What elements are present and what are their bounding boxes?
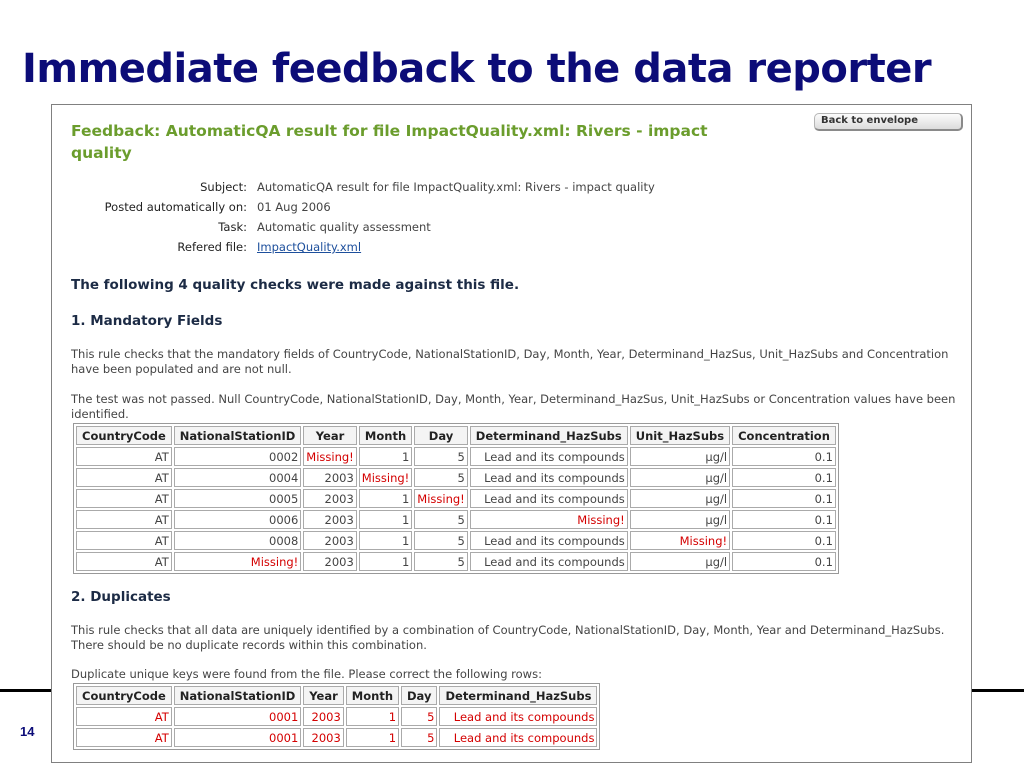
column-header: Unit_HazSubs — [630, 426, 730, 445]
table-header-row — [76, 686, 597, 705]
mandatory-result-text: The test was not passed. Null CountryCode, NationalStationID, Day, Month, Year, Determinand_HazSus, Unit_HazSubs or Concentration values have been identified. — [71, 392, 956, 421]
meta-label: Refered file: — [177, 240, 247, 254]
table-header-row — [76, 426, 836, 445]
back-to-envelope-button[interactable]: Back to envelope — [814, 113, 963, 131]
table-cell: 0.1 — [732, 531, 836, 550]
divider-right — [970, 689, 1024, 692]
table-cell: µg/l — [630, 489, 730, 508]
table-cell: µg/l — [630, 510, 730, 529]
table-cell: 1 — [359, 510, 413, 529]
column-header: CountryCode — [76, 686, 172, 705]
slide-title: Immediate feedback to the data reporter — [22, 46, 932, 92]
table-cell: Missing! — [414, 489, 468, 508]
section-heading-mandatory: 1. Mandatory Fields — [71, 313, 223, 329]
meta-value — [257, 240, 655, 260]
table-cell: 1 — [346, 707, 399, 726]
table-cell: 0.1 — [732, 468, 836, 487]
column-header: Month — [346, 686, 399, 705]
column-header: Determinand_HazSubs — [439, 686, 597, 705]
table-cell: µg/l — [630, 468, 730, 487]
table-row — [76, 510, 836, 529]
table-row — [76, 447, 836, 466]
table-cell: Lead and its compounds — [470, 468, 628, 487]
meta-row-file — [71, 240, 655, 260]
divider-left — [0, 689, 52, 692]
meta-value: 01 Aug 2006 — [257, 200, 331, 214]
table-cell: Missing! — [470, 510, 628, 529]
meta-value: Automatic quality assessment — [257, 220, 431, 234]
column-header: Year — [303, 686, 344, 705]
table-cell: 1 — [359, 552, 413, 571]
column-header: Year — [303, 426, 357, 445]
table-cell: AT — [76, 728, 172, 747]
column-header: Month — [359, 426, 413, 445]
duplicates-result-text: Duplicate unique keys were found from the file. Please correct the following rows: — [71, 667, 542, 681]
table-cell: 2003 — [303, 728, 344, 747]
feedback-title: Feedback: AutomaticQA result for file ImpactQuality.xml: Rivers - impact quality — [71, 122, 708, 162]
table-cell: 5 — [414, 510, 468, 529]
table-cell: AT — [76, 447, 172, 466]
table-row — [76, 707, 597, 726]
table-cell: AT — [76, 489, 172, 508]
table-cell: 5 — [414, 531, 468, 550]
referred-file-link[interactable]: ImpactQuality.xml — [257, 240, 362, 254]
table-cell: 0006 — [174, 510, 302, 529]
table-row — [76, 489, 836, 508]
table-cell: AT — [76, 531, 172, 550]
mandatory-rule-text: This rule checks that the mandatory fields of CountryCode, NationalStationID, Day, Month, Year, Determinand_HazSus, Unit_HazSubs and Concentration have been populated and are not null. — [71, 347, 949, 376]
table-cell: 5 — [414, 468, 468, 487]
table-cell: 0.1 — [732, 552, 836, 571]
table-cell: 0.1 — [732, 447, 836, 466]
meta-value: AutomaticQA result for file ImpactQuality.xml: Rivers - impact quality — [257, 180, 655, 194]
table-cell: 5 — [414, 447, 468, 466]
table-cell: 0.1 — [732, 510, 836, 529]
table-cell: µg/l — [630, 447, 730, 466]
table-cell: 1 — [359, 447, 413, 466]
table-cell: 0008 — [174, 531, 302, 550]
table-cell: 2003 — [303, 489, 357, 508]
table-cell: Lead and its compounds — [470, 552, 628, 571]
table-cell: 5 — [401, 728, 437, 747]
table-cell: AT — [76, 707, 172, 726]
duplicates-table — [73, 683, 600, 750]
table-cell: AT — [76, 510, 172, 529]
meta-row-posted — [71, 200, 655, 220]
table-cell: 0002 — [174, 447, 302, 466]
table-cell: µg/l — [630, 552, 730, 571]
meta-label: Task: — [218, 220, 247, 234]
meta-label: Posted automatically on: — [104, 200, 247, 214]
column-header: NationalStationID — [174, 426, 302, 445]
table-cell: 0001 — [174, 728, 302, 747]
column-header: Determinand_HazSubs — [470, 426, 628, 445]
table-cell: 0005 — [174, 489, 302, 508]
table-cell: Lead and its compounds — [470, 447, 628, 466]
table-cell: 0.1 — [732, 489, 836, 508]
table-cell: Lead and its compounds — [439, 728, 597, 747]
table-cell: 5 — [401, 707, 437, 726]
meta-label: Subject: — [200, 180, 247, 194]
column-header: NationalStationID — [174, 686, 302, 705]
column-header: Day — [414, 426, 468, 445]
table-cell: 2003 — [303, 552, 357, 571]
table-cell: 0004 — [174, 468, 302, 487]
table-cell: Lead and its compounds — [439, 707, 597, 726]
table-cell: 0001 — [174, 707, 302, 726]
table-cell: Lead and its compounds — [470, 531, 628, 550]
table-row — [76, 728, 597, 747]
table-cell: Missing! — [303, 447, 357, 466]
table-cell: Missing! — [174, 552, 302, 571]
table-row — [76, 531, 836, 550]
table-cell: 1 — [346, 728, 399, 747]
column-header: CountryCode — [76, 426, 172, 445]
table-cell: AT — [76, 468, 172, 487]
table-cell: Missing! — [630, 531, 730, 550]
column-header: Concentration — [732, 426, 836, 445]
table-cell: AT — [76, 552, 172, 571]
table-cell: Missing! — [359, 468, 413, 487]
duplicates-rule-text: This rule checks that all data are uniquely identified by a combination of CountryCode, NationalStationID, Day, Month, Year and Determinand_HazSubs. There should be no duplicate records within this combination. — [71, 623, 945, 652]
table-cell: 1 — [359, 531, 413, 550]
table-cell: 2003 — [303, 468, 357, 487]
checks-heading: The following 4 quality checks were made against this file. — [71, 277, 520, 293]
table-cell: Lead and its compounds — [470, 489, 628, 508]
section-heading-duplicates: 2. Duplicates — [71, 589, 171, 605]
table-cell: 2003 — [303, 531, 357, 550]
table-cell: 1 — [359, 489, 413, 508]
feedback-screenshot — [51, 104, 972, 763]
feedback-metadata — [71, 180, 655, 260]
mandatory-fields-table — [73, 423, 839, 574]
column-header: Day — [401, 686, 437, 705]
table-cell: 5 — [414, 552, 468, 571]
meta-row-subject — [71, 180, 655, 200]
table-row — [76, 552, 836, 571]
table-row — [76, 468, 836, 487]
table-cell: 2003 — [303, 707, 344, 726]
page-number: 14 — [20, 724, 35, 739]
table-cell: 2003 — [303, 510, 357, 529]
meta-row-task — [71, 220, 655, 240]
